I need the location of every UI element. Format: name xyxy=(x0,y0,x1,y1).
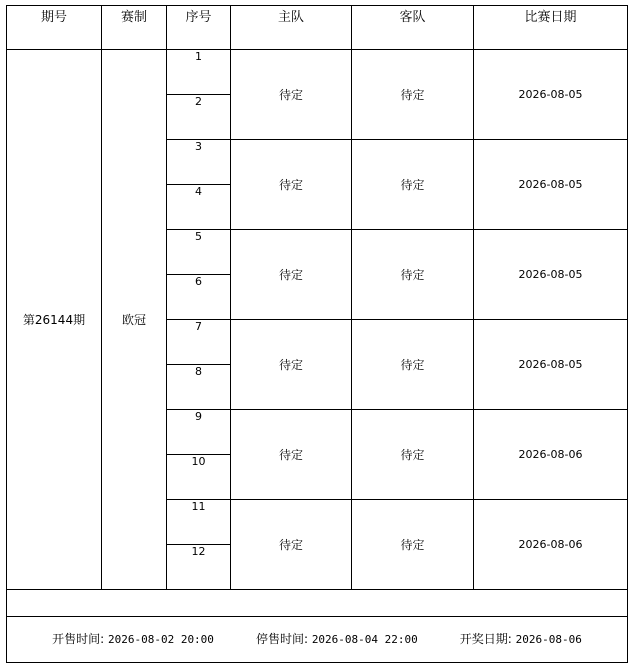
draw-date-value: 2026-08-06 xyxy=(515,633,582,646)
blank-cell xyxy=(7,590,628,617)
away-team-cell: 待定 xyxy=(352,50,474,140)
draw-date-label: 开奖日期: xyxy=(459,632,512,646)
table-row xyxy=(7,50,628,95)
seq-cell: 1 xyxy=(167,50,231,95)
match-date-cell: 2026-08-06 xyxy=(474,410,628,500)
header-league: 赛制 xyxy=(102,6,167,50)
seq-cell: 5 xyxy=(167,230,231,275)
home-team-cell: 待定 xyxy=(231,410,352,500)
away-team-cell: 待定 xyxy=(352,500,474,590)
header-seq: 序号 xyxy=(167,6,231,50)
header-home: 主队 xyxy=(231,6,352,50)
header-period: 期号 xyxy=(7,6,102,50)
seq-cell: 6 xyxy=(167,275,231,320)
home-team-cell: 待定 xyxy=(231,500,352,590)
footer-row xyxy=(7,617,628,663)
schedule-container xyxy=(6,5,627,663)
footer-cell xyxy=(7,617,628,663)
away-team-cell: 待定 xyxy=(352,320,474,410)
away-team-cell: 待定 xyxy=(352,140,474,230)
match-date-cell: 2026-08-05 xyxy=(474,230,628,320)
seq-cell: 3 xyxy=(167,140,231,185)
footer-info xyxy=(7,630,627,649)
match-date-cell: 2026-08-05 xyxy=(474,50,628,140)
seq-cell: 10 xyxy=(167,455,231,500)
sale-stop-label: 停售时间: xyxy=(255,632,308,646)
sale-start-value: 2026-08-02 20:00 xyxy=(107,633,214,646)
period-cell: 第26144期 xyxy=(7,50,102,590)
seq-cell: 2 xyxy=(167,95,231,140)
seq-cell: 12 xyxy=(167,545,231,590)
match-date-cell: 2026-08-06 xyxy=(474,500,628,590)
match-date-cell: 2026-08-05 xyxy=(474,320,628,410)
sale-start-label: 开售时间: xyxy=(52,632,105,646)
seq-cell: 9 xyxy=(167,410,231,455)
home-team-cell: 待定 xyxy=(231,50,352,140)
draw-date xyxy=(460,630,582,647)
seq-cell: 11 xyxy=(167,500,231,545)
schedule-table xyxy=(6,5,628,663)
home-team-cell: 待定 xyxy=(231,230,352,320)
seq-cell: 7 xyxy=(167,320,231,365)
home-team-cell: 待定 xyxy=(231,140,352,230)
seq-cell: 4 xyxy=(167,185,231,230)
header-date: 比赛日期 xyxy=(474,6,628,50)
sale-stop-value: 2026-08-04 22:00 xyxy=(311,633,418,646)
blank-row xyxy=(7,590,628,617)
sale-start xyxy=(52,630,214,647)
match-date-cell: 2026-08-05 xyxy=(474,140,628,230)
away-team-cell: 待定 xyxy=(352,410,474,500)
home-team-cell: 待定 xyxy=(231,320,352,410)
header-row xyxy=(7,6,628,50)
sale-stop xyxy=(256,630,418,647)
league-cell: 欧冠 xyxy=(102,50,167,590)
away-team-cell: 待定 xyxy=(352,230,474,320)
header-away: 客队 xyxy=(352,6,474,50)
seq-cell: 8 xyxy=(167,365,231,410)
